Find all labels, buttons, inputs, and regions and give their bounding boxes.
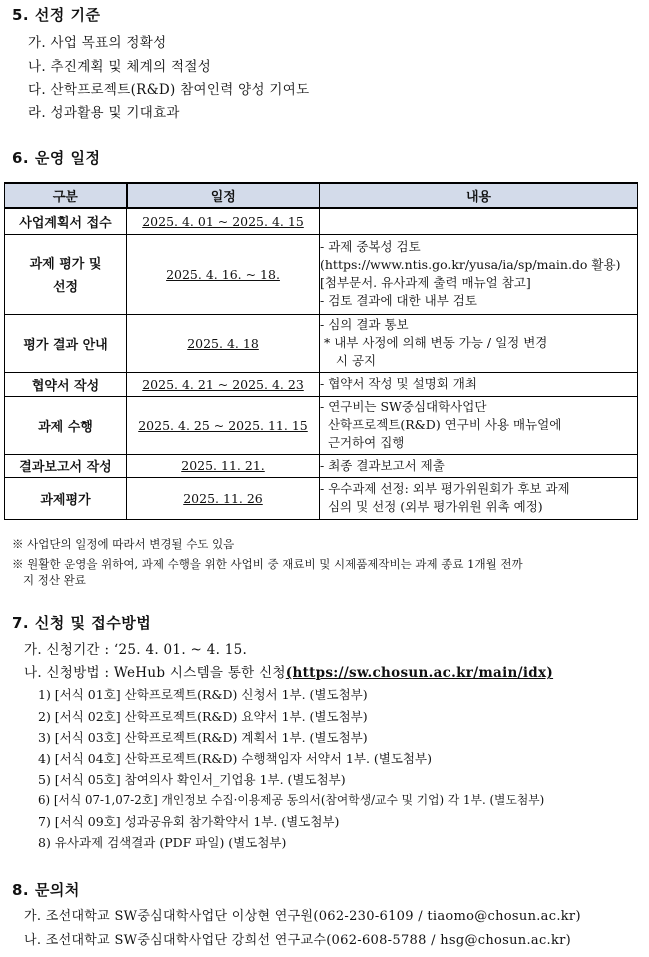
schedule-header-row [5, 183, 638, 208]
ntis-url: (https://www.ntis.go.kr/yusa/ia/sp/main.do 활용) [320, 257, 621, 272]
row-content [320, 208, 638, 234]
row-date: 2025. 4. 18 [187, 335, 259, 351]
row-label: 평가 결과 안내 [5, 314, 127, 372]
application-period: 가. 신청기간 : ‘25. 4. 01. ~ 4. 15. [24, 642, 248, 658]
row-label: 사업계획서 접수 [5, 208, 127, 234]
document-item: 7) [서식 09호] 성과공유회 참가확약서 1부. (별도첨부) [38, 814, 340, 829]
application-method: 나. 신청방법 : WeHub 시스템을 통한 신청(https://sw.chosun.ac.kr/main/idx) [24, 665, 554, 681]
row-content: - 최종 결과보고서 제출 [320, 454, 638, 477]
criteria-item: 가. 사업 목표의 정확성 [28, 35, 167, 51]
row-date: 2025. 11. 21. [181, 458, 265, 473]
document-item: 1) [서식 01호] 산학프로젝트(R&D) 신청서 1부. (별도첨부) [38, 687, 368, 702]
document-item: 5) [서식 05호] 참여의사 확인서_기업용 1부. (별도첨부) [38, 772, 346, 787]
criteria-item: 라. 성과활용 및 기대효과 [28, 105, 180, 121]
table-row [5, 454, 638, 477]
wehub-link[interactable]: (https://sw.chosun.ac.kr/main/idx) [285, 665, 554, 681]
row-date: 2025. 4. 01 ~ 2025. 4. 15 [142, 213, 304, 229]
row-content: - 심의 결과 통보 * 내부 사정에 의해 변동 가능 / 일정 변경 시 공지 [320, 314, 638, 372]
document-item: 3) [서식 03호] 산학프로젝트(R&D) 계획서 1부. (별도첨부) [38, 730, 368, 745]
table-row [5, 208, 638, 234]
criteria-item: 다. 산학프로젝트(R&D) 참여인력 양성 기여도 [28, 82, 310, 98]
contact-item: 나. 조선대학교 SW중심대학사업단 강희선 연구교수(062-608-5788 / hsg@chosun.ac.kr) [24, 933, 572, 948]
row-date: 2025. 4. 21 ~ 2025. 4. 23 [142, 376, 304, 392]
section-8-title: 8. 문의처 [12, 881, 80, 899]
schedule-note: ※ 사업단의 일정에 따라서 변경될 수도 있음 [12, 537, 235, 551]
document-item: 8) 유사과제 검색결과 (PDF 파일) (별도첨부) [38, 835, 287, 850]
row-label: 과제 평가 및 선정 [5, 234, 127, 314]
row-content: - 우수과제 선정: 외부 평가위원회가 후보 과제 심의 및 선정 (외부 평가위원 위촉 예정) [320, 477, 638, 519]
table-row [5, 396, 638, 454]
row-content: - 협약서 작성 및 설명회 개최 [320, 372, 638, 396]
document-item: 2) [서식 02호] 산학프로젝트(R&D) 요약서 1부. (별도첨부) [38, 709, 368, 724]
schedule-note: 지 정산 완료 [12, 573, 86, 587]
table-row [5, 234, 638, 314]
section-6-title: 6. 운영 일정 [12, 149, 101, 167]
document-item: 4) [서식 04호] 산학프로젝트(R&D) 수행책임자 서약서 1부. (별도첨부) [38, 751, 432, 766]
row-content: - 과제 중복성 검토 (https://www.ntis.go.kr/yusa/ia/sp/main.do 활용) [첨부문서. 유사과제 출력 매뉴얼 참고] - 검토 결과에 대한 내부 검토 [320, 234, 638, 314]
table-row [5, 477, 638, 519]
criteria-item: 나. 추진계획 및 체계의 적절성 [28, 59, 212, 75]
schedule-table [4, 182, 638, 520]
row-label: 협약서 작성 [5, 372, 127, 396]
row-label: 결과보고서 작성 [5, 454, 127, 477]
row-date: 2025. 4. 16. ~ 18. [166, 266, 280, 282]
table-row [5, 372, 638, 396]
document-item: 6) [서식 07-1,07-2호] 개인정보 수집·이용제공 동의서(참여학생/교수 및 기업) 각 1부. (별도첨부) [38, 793, 545, 807]
row-date: 2025. 11. 26 [183, 490, 263, 506]
section-5-title: 5. 선정 기준 [12, 6, 101, 24]
row-content: - 연구비는 SW중심대학사업단 산학프로젝트(R&D) 연구비 사용 매뉴얼에 근거하여 집행 [320, 396, 638, 454]
contact-item: 가. 조선대학교 SW중심대학사업단 이상현 연구원(062-230-6109 / tiaomo@chosun.ac.kr) [24, 909, 581, 924]
header-category: 구분 [5, 183, 127, 208]
row-date: 2025. 4. 25 ~ 2025. 11. 15 [138, 417, 308, 433]
header-content: 내용 [320, 183, 638, 208]
row-label: 과제평가 [5, 477, 127, 519]
header-schedule: 일정 [127, 183, 320, 208]
schedule-note: ※ 원활한 운영을 위하여, 과제 수행을 위한 사업비 중 재료비 및 시제품제작비는 과제 종료 1개월 전까 [12, 557, 523, 571]
row-label: 과제 수행 [5, 396, 127, 454]
section-7-title: 7. 신청 및 접수방법 [12, 614, 152, 632]
table-row [5, 314, 638, 372]
